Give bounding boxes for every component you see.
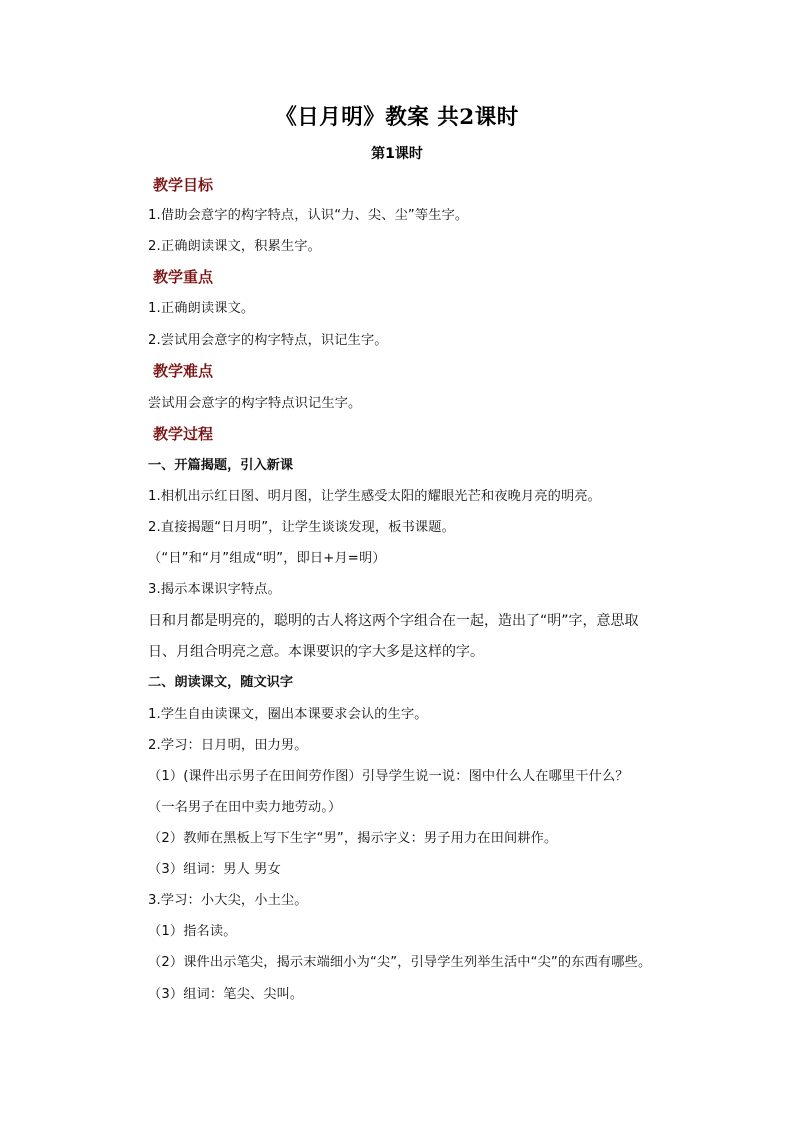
- objective-item: 2.正确朗读课文，积累生字。: [148, 239, 321, 254]
- difficulties-heading: 教学难点: [153, 362, 214, 380]
- lesson-subtitle: 第1课时: [371, 146, 423, 162]
- difficulty-text: 尝试用会意字的构字特点识记生字。: [148, 396, 362, 411]
- objectives-heading: 教学目标: [153, 176, 214, 194]
- page-title: 《日月明》教案 共2课时: [275, 105, 519, 130]
- process-line: （1）(课件出示男子在田间劳作图）引导学生说一说：图中什么人在哪里干什么？: [148, 769, 629, 784]
- process-line: 2.学习：日月明，田力男。: [148, 738, 308, 753]
- section-heading: 二、朗读课文，随文识字: [148, 675, 294, 690]
- process-paragraph: 日和月都是明亮的，聪明的古人将这两个字组合在一起，造出了“明”字，意思取日、月组合明亮之意。本课要识的字大多是这样的字。: [148, 613, 639, 660]
- process-line: （3）组词：笔尖、尖叫。: [148, 987, 304, 1002]
- process-line: 1.学生自由读课文，圈出本课要求会认的生字。: [148, 707, 428, 722]
- process-line: （“日”和“月”组成“明”，即日+月=明）: [148, 551, 386, 566]
- process-line: 3.揭示本课识字特点。: [148, 582, 281, 597]
- process-line: （1）指名读。: [148, 924, 237, 939]
- process-line: （2）课件出示笔尖，揭示末端细小为“尖”，引导学生列举生活中“尖”的东西有哪些。: [148, 955, 652, 970]
- process-line: 1.相机出示红日图、明月图，让学生感受太阳的耀眼光芒和夜晚月亮的明亮。: [148, 489, 602, 504]
- key-point-item: 1.正确朗读课文。: [148, 301, 255, 316]
- section-heading: 一、开篇揭题，引入新课: [148, 458, 294, 473]
- key-points-heading: 教学重点: [153, 268, 214, 286]
- process-line: （3）组词：男人 男女: [148, 862, 281, 877]
- process-line: 2.直接揭题“日月明”，让学生谈谈发现，板书课题。: [148, 520, 455, 535]
- objective-item: 1.借助会意字的构字特点，认识“力、尖、尘”等生字。: [148, 208, 469, 223]
- process-line: 3.学习：小大尖，小土尘。: [148, 893, 308, 908]
- process-line: （一名男子在田中卖力地劳动。）: [148, 800, 342, 815]
- process-line: （2）教师在黑板上写下生字“男”，揭示字义：男子用力在田间耕作。: [148, 831, 558, 846]
- key-point-item: 2.尝试用会意字的构字特点，识记生字。: [148, 333, 388, 348]
- process-heading: 教学过程: [153, 425, 214, 443]
